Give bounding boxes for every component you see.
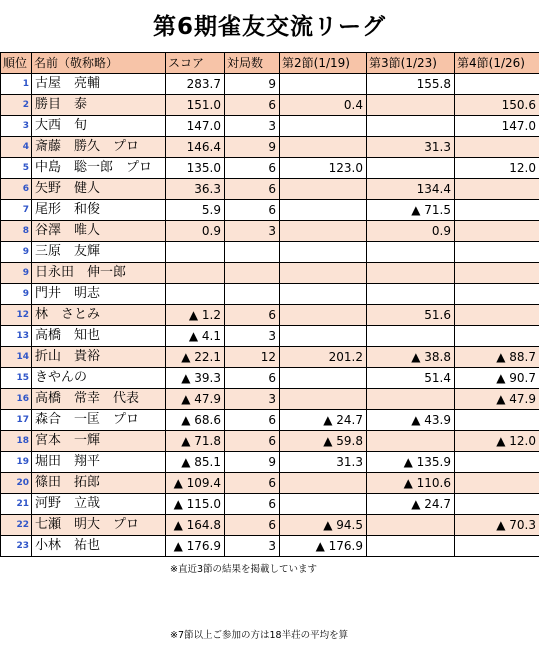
standings-body	[1, 74, 539, 557]
session-3-cell	[367, 242, 455, 263]
rank-cell: 7	[1, 200, 32, 221]
table-row	[1, 431, 539, 452]
name-cell: 矢野 健人	[32, 179, 166, 200]
name-cell: 高橋 知也	[32, 326, 166, 347]
rank-cell: 9	[1, 284, 32, 305]
session-2-cell: ▲ 59.8	[280, 431, 367, 452]
session-2-cell	[280, 179, 367, 200]
score-cell: ▲ 115.0	[166, 494, 225, 515]
column-header-rank: 順位	[1, 53, 32, 74]
games-cell: 9	[225, 137, 280, 158]
table-row	[1, 116, 539, 137]
games-cell: 6	[225, 515, 280, 536]
name-cell: 大西 旬	[32, 116, 166, 137]
session-4-cell: ▲ 70.3	[455, 515, 539, 536]
score-cell	[166, 242, 225, 263]
name-cell: 小林 祐也	[32, 536, 166, 557]
session-2-cell: 0.4	[280, 95, 367, 116]
rank-cell: 4	[1, 137, 32, 158]
session-3-cell: 31.3	[367, 137, 455, 158]
session-2-cell	[280, 200, 367, 221]
name-cell: 日永田 伸一郎	[32, 263, 166, 284]
score-cell: ▲ 39.3	[166, 368, 225, 389]
rank-cell: 16	[1, 389, 32, 410]
rank-cell: 2	[1, 95, 32, 116]
table-row	[1, 179, 539, 200]
table-row	[1, 389, 539, 410]
games-cell: 3	[225, 221, 280, 242]
name-cell: 三原 友輝	[32, 242, 166, 263]
table-header-row	[1, 53, 539, 74]
rank-cell: 3	[1, 116, 32, 137]
table-row	[1, 137, 539, 158]
session-2-cell	[280, 494, 367, 515]
note-average-rule: ※7節以上ご参加の方は18半荘の平均を算	[170, 630, 349, 641]
rank-cell: 6	[1, 179, 32, 200]
session-3-cell: 51.4	[367, 368, 455, 389]
table-row	[1, 200, 539, 221]
score-cell	[166, 263, 225, 284]
score-cell: ▲ 85.1	[166, 452, 225, 473]
score-cell: ▲ 176.9	[166, 536, 225, 557]
games-cell: 6	[225, 95, 280, 116]
session-4-cell: ▲ 12.0	[455, 431, 539, 452]
name-cell: 斎藤 勝久 プロ	[32, 137, 166, 158]
rank-cell: 12	[1, 305, 32, 326]
session-3-cell	[367, 95, 455, 116]
score-cell: 283.7	[166, 74, 225, 95]
name-cell: 堀田 翔平	[32, 452, 166, 473]
column-header-session-2: 第2節(1/19)	[280, 53, 367, 74]
session-2-cell	[280, 221, 367, 242]
table-row	[1, 263, 539, 284]
table-row	[1, 368, 539, 389]
session-3-cell	[367, 389, 455, 410]
games-cell: 6	[225, 473, 280, 494]
session-3-cell	[367, 158, 455, 179]
session-4-cell	[455, 536, 539, 557]
table-row	[1, 158, 539, 179]
session-2-cell	[280, 242, 367, 263]
score-cell: ▲ 4.1	[166, 326, 225, 347]
session-2-cell: 201.2	[280, 347, 367, 368]
table-row	[1, 347, 539, 368]
games-cell: 3	[225, 116, 280, 137]
session-3-cell: 134.4	[367, 179, 455, 200]
table-row	[1, 494, 539, 515]
rank-cell: 21	[1, 494, 32, 515]
session-2-cell: ▲ 94.5	[280, 515, 367, 536]
score-cell: 36.3	[166, 179, 225, 200]
standings-table	[0, 52, 539, 557]
score-cell: 0.9	[166, 221, 225, 242]
session-2-cell	[280, 137, 367, 158]
table-row	[1, 410, 539, 431]
session-4-cell	[455, 74, 539, 95]
table-row	[1, 74, 539, 95]
session-2-cell	[280, 305, 367, 326]
column-header-session-4: 第4節(1/26)	[455, 53, 539, 74]
session-3-cell: ▲ 110.6	[367, 473, 455, 494]
session-3-cell	[367, 326, 455, 347]
name-cell: 林 さとみ	[32, 305, 166, 326]
session-4-cell: 12.0	[455, 158, 539, 179]
games-cell: 6	[225, 494, 280, 515]
games-cell: 3	[225, 389, 280, 410]
session-4-cell	[455, 284, 539, 305]
session-4-cell: 147.0	[455, 116, 539, 137]
session-4-cell: ▲ 88.7	[455, 347, 539, 368]
rank-cell: 23	[1, 536, 32, 557]
score-cell: 146.4	[166, 137, 225, 158]
rank-cell: 22	[1, 515, 32, 536]
session-2-cell	[280, 326, 367, 347]
session-2-cell: ▲ 24.7	[280, 410, 367, 431]
name-cell: 篠田 拓郎	[32, 473, 166, 494]
note-recent-sessions: ※直近3節の結果を掲載しています	[170, 564, 318, 575]
name-cell: 門井 明志	[32, 284, 166, 305]
table-row	[1, 515, 539, 536]
rank-cell: 13	[1, 326, 32, 347]
session-3-cell	[367, 515, 455, 536]
session-2-cell	[280, 74, 367, 95]
rank-cell: 15	[1, 368, 32, 389]
name-cell: 森合 一匡 プロ	[32, 410, 166, 431]
table-row	[1, 473, 539, 494]
column-header-session-3: 第3節(1/23)	[367, 53, 455, 74]
table-row	[1, 305, 539, 326]
rank-cell: 8	[1, 221, 32, 242]
session-3-cell: ▲ 38.8	[367, 347, 455, 368]
score-cell: ▲ 1.2	[166, 305, 225, 326]
session-2-cell	[280, 263, 367, 284]
games-cell: 6	[225, 431, 280, 452]
table-row	[1, 95, 539, 116]
score-cell: ▲ 164.8	[166, 515, 225, 536]
session-4-cell	[455, 179, 539, 200]
name-cell: きやんの	[32, 368, 166, 389]
session-2-cell: 123.0	[280, 158, 367, 179]
session-4-cell	[455, 137, 539, 158]
session-4-cell	[455, 200, 539, 221]
column-header-name: 名前（敬称略）	[32, 53, 166, 74]
table-row	[1, 242, 539, 263]
session-4-cell: ▲ 90.7	[455, 368, 539, 389]
session-2-cell	[280, 473, 367, 494]
session-4-cell	[455, 452, 539, 473]
score-cell: ▲ 109.4	[166, 473, 225, 494]
name-cell: 河野 立哉	[32, 494, 166, 515]
name-cell: 古屋 亮輔	[32, 74, 166, 95]
session-3-cell	[367, 116, 455, 137]
score-cell: 151.0	[166, 95, 225, 116]
games-cell: 6	[225, 200, 280, 221]
games-cell: 6	[225, 179, 280, 200]
session-2-cell	[280, 368, 367, 389]
session-2-cell: 31.3	[280, 452, 367, 473]
session-4-cell	[455, 494, 539, 515]
session-2-cell	[280, 116, 367, 137]
rank-cell: 9	[1, 242, 32, 263]
table-row	[1, 221, 539, 242]
session-3-cell: ▲ 43.9	[367, 410, 455, 431]
score-cell: ▲ 68.6	[166, 410, 225, 431]
column-header-score: スコア	[166, 53, 225, 74]
name-cell: 折山 貴裕	[32, 347, 166, 368]
session-3-cell	[367, 263, 455, 284]
session-4-cell	[455, 263, 539, 284]
score-cell: ▲ 71.8	[166, 431, 225, 452]
games-cell: 3	[225, 536, 280, 557]
session-4-cell: 150.6	[455, 95, 539, 116]
page-title: 第6期雀友交流リーグ	[152, 14, 386, 40]
games-cell: 6	[225, 410, 280, 431]
session-2-cell	[280, 389, 367, 410]
name-cell: 宮本 一輝	[32, 431, 166, 452]
games-cell: 6	[225, 305, 280, 326]
name-cell: 尾形 和俊	[32, 200, 166, 221]
games-cell: 3	[225, 326, 280, 347]
session-3-cell	[367, 431, 455, 452]
name-cell: 高橋 常幸 代表	[32, 389, 166, 410]
table-row	[1, 326, 539, 347]
session-4-cell	[455, 473, 539, 494]
games-cell: 9	[225, 74, 280, 95]
rank-cell: 1	[1, 74, 32, 95]
rank-cell: 14	[1, 347, 32, 368]
session-4-cell: ▲ 47.9	[455, 389, 539, 410]
table-row	[1, 452, 539, 473]
score-cell: ▲ 22.1	[166, 347, 225, 368]
name-cell: 谷澤 唯人	[32, 221, 166, 242]
session-2-cell: ▲ 176.9	[280, 536, 367, 557]
session-3-cell: 155.8	[367, 74, 455, 95]
score-cell: ▲ 47.9	[166, 389, 225, 410]
score-cell: 147.0	[166, 116, 225, 137]
name-cell: 中島 聡一郎 プロ	[32, 158, 166, 179]
table-row	[1, 284, 539, 305]
games-cell	[225, 242, 280, 263]
session-4-cell	[455, 410, 539, 431]
score-cell	[166, 284, 225, 305]
rank-cell: 17	[1, 410, 32, 431]
rank-cell: 18	[1, 431, 32, 452]
session-4-cell	[455, 305, 539, 326]
column-header-games: 対局数	[225, 53, 280, 74]
rank-cell: 5	[1, 158, 32, 179]
session-3-cell: ▲ 24.7	[367, 494, 455, 515]
session-3-cell: ▲ 135.9	[367, 452, 455, 473]
games-cell: 9	[225, 452, 280, 473]
session-4-cell	[455, 221, 539, 242]
rank-cell: 9	[1, 263, 32, 284]
session-2-cell	[280, 284, 367, 305]
name-cell: 勝目 泰	[32, 95, 166, 116]
session-3-cell	[367, 536, 455, 557]
table-row	[1, 536, 539, 557]
games-cell	[225, 263, 280, 284]
session-4-cell	[455, 326, 539, 347]
rank-cell: 20	[1, 473, 32, 494]
score-cell: 135.0	[166, 158, 225, 179]
session-3-cell: ▲ 71.5	[367, 200, 455, 221]
session-3-cell	[367, 284, 455, 305]
session-3-cell: 0.9	[367, 221, 455, 242]
games-cell	[225, 284, 280, 305]
games-cell: 6	[225, 158, 280, 179]
session-3-cell: 51.6	[367, 305, 455, 326]
name-cell: 七瀬 明大 プロ	[32, 515, 166, 536]
games-cell: 6	[225, 368, 280, 389]
session-4-cell	[455, 242, 539, 263]
score-cell: 5.9	[166, 200, 225, 221]
rank-cell: 19	[1, 452, 32, 473]
games-cell: 12	[225, 347, 280, 368]
